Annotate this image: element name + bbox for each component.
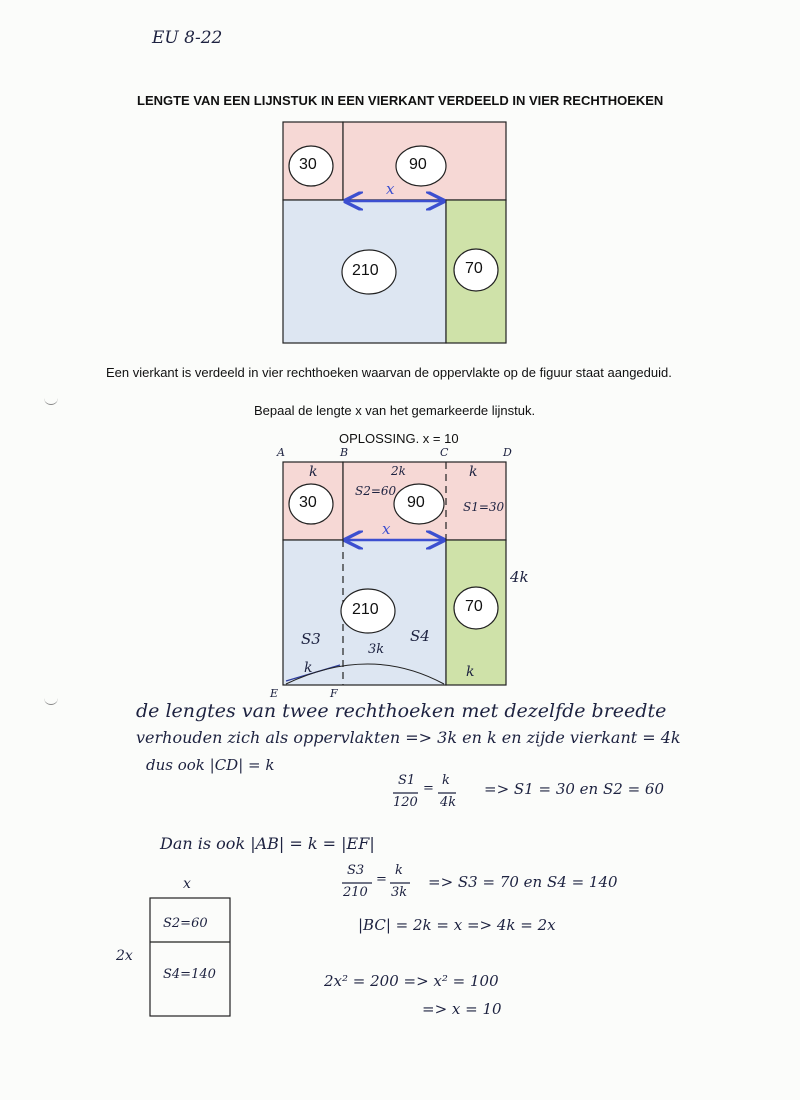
note-line-7: => x = 10 (422, 1000, 502, 1018)
note-line-6: 2x² = 200 => x² = 100 (324, 972, 499, 990)
frac1-num: S1 (398, 773, 416, 788)
corner-e: E (270, 687, 279, 700)
ann-4k: 4k (510, 568, 529, 586)
question-text: Bepaal de lengte x van het gemarkeerde lijnstuk. (254, 403, 536, 418)
solution-heading: OPLOSSING. x = 10 (339, 431, 459, 446)
frac1-rnum: k (442, 773, 450, 788)
ann-3k: 3k (368, 642, 385, 657)
ann-s4: S4 (410, 627, 430, 645)
area-label-top-left: 30 (299, 156, 317, 173)
frac1-den: 120 (393, 795, 418, 810)
area-label-2-bottom-left: 210 (352, 601, 379, 618)
area-label-2-top-middle: 90 (407, 494, 425, 511)
area-label-2-top-left: 30 (299, 494, 317, 511)
ann-k-bottom-left: k (304, 660, 313, 676)
frac2-num: S3 (347, 863, 365, 878)
frac2-den: 210 (343, 885, 368, 900)
sketch-side-label: 2x (116, 948, 133, 964)
frac2-result: => S3 = 70 en S4 = 140 (428, 873, 618, 891)
frac2-eq: = (376, 872, 387, 887)
problem-text: Een vierkant is verdeeld in vier rechthoeken waarvan de oppervlakte op de figuur staat aangeduid. (106, 365, 672, 380)
note-line-5: |BC| = 2k = x => 4k = 2x (358, 916, 556, 934)
ann-k-top-left: k (309, 464, 318, 480)
area-label-bottom-right: 70 (465, 260, 483, 277)
note-line-3: dus ook |CD| = k (146, 756, 275, 774)
sketch-top-label: x (183, 876, 191, 892)
corner-b: B (340, 446, 349, 459)
note-line-4: Dan is ook |AB| = k = |EF| (160, 834, 375, 853)
note-line-1: de lengtes van twee rechthoeken met dezelfde breedte (136, 700, 667, 722)
area-label-top-middle: 90 (409, 156, 427, 173)
frac1-result: => S1 = 30 en S2 = 60 (484, 780, 664, 798)
frac2-rnum: k (395, 863, 403, 878)
ann-k-top-right: k (469, 464, 478, 480)
corner-d: D (503, 446, 512, 459)
corner-a: A (277, 446, 285, 459)
frac1-eq: = (423, 781, 434, 796)
header-note: EU 8-22 (152, 28, 223, 48)
frac2-rden: 3k (391, 885, 408, 900)
corner-f: F (330, 687, 338, 700)
area-label-bottom-left: 210 (352, 262, 379, 279)
segment-label-x: x (386, 180, 395, 198)
ann-k-bottom-right: k (466, 664, 475, 680)
corner-c: C (440, 446, 449, 459)
area-label-2-bottom-right: 70 (465, 598, 483, 615)
ann-s2: S2=60 (355, 484, 397, 498)
segment-label-x-2: x (382, 520, 391, 538)
sketch-s2-label: S2=60 (163, 916, 208, 931)
frac1-rden: 4k (440, 795, 457, 810)
page-title: LENGTE VAN EEN LIJNSTUK IN EEN VIERKANT VERDEELD IN VIER RECHTHOEKEN (137, 93, 664, 108)
ann-2k-top: 2k (391, 464, 406, 478)
sketch-s4-label: S4=140 (163, 967, 216, 982)
ann-s1: S1=30 (463, 500, 505, 514)
ann-s3: S3 (301, 630, 321, 648)
note-line-2: verhouden zich als oppervlakten => 3k en k en zijde vierkant = 4k (136, 728, 681, 747)
